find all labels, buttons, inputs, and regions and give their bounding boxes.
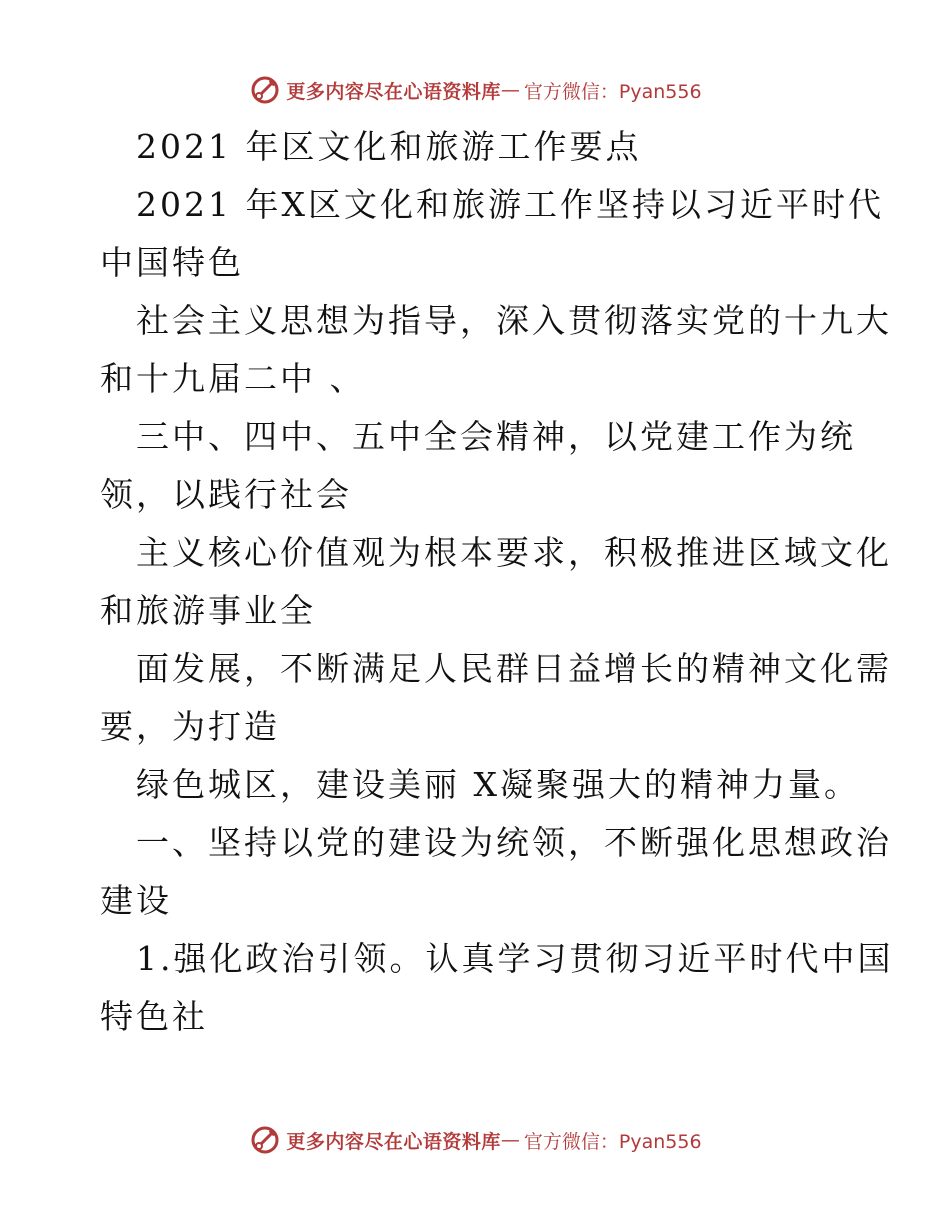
document-line: 和十九届二中 、: [100, 359, 366, 398]
document-line: 和旅游事业全: [100, 591, 316, 630]
watermark-brand-text: 更多内容尽在心语资料库: [286, 80, 501, 103]
document-line: 社会主义思想为指导，深入贯彻落实党的十九大: [136, 301, 892, 340]
watermark-wechat-text: 官方微信：Pyan556: [523, 80, 702, 103]
watermark-wechat-text: 官方微信：Pyan556: [523, 1130, 702, 1153]
document-line: 建设: [100, 881, 172, 920]
document-line: 绿色城区，建设美丽 X凝聚强大的精神力量。: [136, 765, 860, 804]
document-line: 特色社: [100, 997, 208, 1036]
document-line: 面发展，不断满足人民群日益增长的精神文化需: [136, 649, 892, 688]
document-line: 2021 年区文化和旅游工作要点: [136, 127, 642, 166]
watermark-separator: —: [500, 79, 520, 101]
pen-logo-icon: [248, 73, 282, 107]
watermark-brand-text: 更多内容尽在心语资料库: [286, 1130, 501, 1153]
document-line: 中国特色: [100, 243, 244, 282]
document-line: 领，以践行社会: [100, 475, 352, 514]
footer-watermark-banner: [0, 1120, 950, 1160]
document-body: [100, 118, 894, 1046]
document-line: 要，为打造: [100, 707, 280, 746]
document-line: 1.强化政治引领。认真学习贯彻习近平时代中国: [136, 939, 894, 978]
watermark-separator: —: [500, 1129, 520, 1151]
header-watermark-banner: [0, 70, 950, 110]
document-line: 主义核心价值观为根本要求，积极推进区域文化: [136, 533, 892, 572]
document-line: 一、坚持以党的建设为统领，不断强化思想政治: [136, 823, 892, 862]
document-line: 2021 年X区文化和旅游工作坚持以习近平时代: [136, 185, 884, 224]
document-line: 三中、四中、五中全会精神，以党建工作为统: [136, 417, 856, 456]
pen-logo-icon: [248, 1123, 282, 1157]
